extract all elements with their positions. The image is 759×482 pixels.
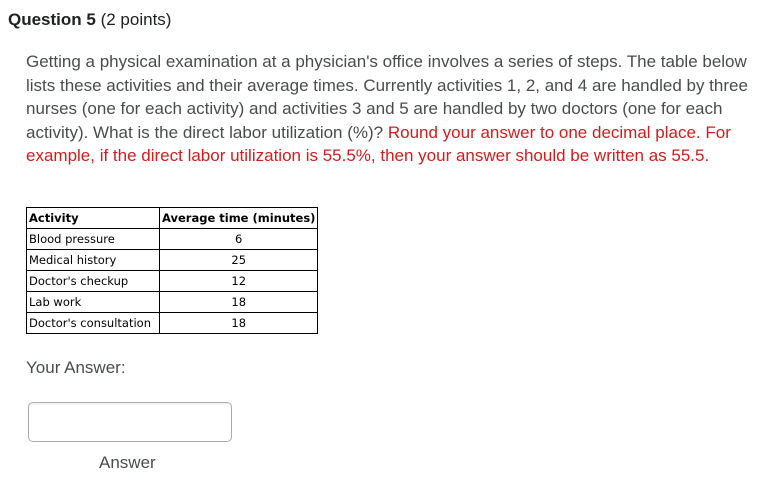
rounding-instruction: Round your answer to one decimal place. For example, if the direct labor utilization is 55.5%, then your answer should be written as 55.5.: [26, 122, 731, 165]
time-cell: 18: [160, 292, 318, 313]
activity-time-table: [26, 207, 318, 334]
table-row: [27, 271, 318, 292]
activity-cell: Blood pressure: [27, 229, 160, 250]
table-row: [27, 292, 318, 313]
time-cell: 12: [160, 271, 318, 292]
time-cell: 6: [160, 229, 318, 250]
column-header-average-time: Average time (minutes): [160, 208, 318, 229]
table-row: [27, 250, 318, 271]
table-row: [27, 229, 318, 250]
table-header-row: [27, 208, 318, 229]
question-text: Getting a physical examination at a physician's office involves a series of steps. The table below lists these activities and their average times. Currently activities 1, 2, and 4 are handled by three nurses (one for each activity) and activities 3 and 5 are handled by two doctors (one for each activity). What is the direct labor utilization (%)?: [26, 52, 748, 142]
activity-cell: Doctor's consultation: [27, 313, 160, 334]
activity-cell: Lab work: [27, 292, 160, 313]
answer-input[interactable]: [28, 402, 232, 442]
time-cell: 18: [160, 313, 318, 334]
answer-caption: Answer: [99, 453, 156, 472]
your-answer-label: Your Answer:: [26, 358, 126, 377]
question-body: [26, 50, 752, 168]
time-cell: 25: [160, 250, 318, 271]
question-points: (2 points): [100, 10, 172, 29]
question-title: Question 5: [8, 10, 96, 29]
activity-cell: Doctor's checkup: [27, 271, 160, 292]
column-header-activity: Activity: [27, 208, 160, 229]
table-row: [27, 313, 318, 334]
question-header: [8, 10, 171, 30]
activity-cell: Medical history: [27, 250, 160, 271]
